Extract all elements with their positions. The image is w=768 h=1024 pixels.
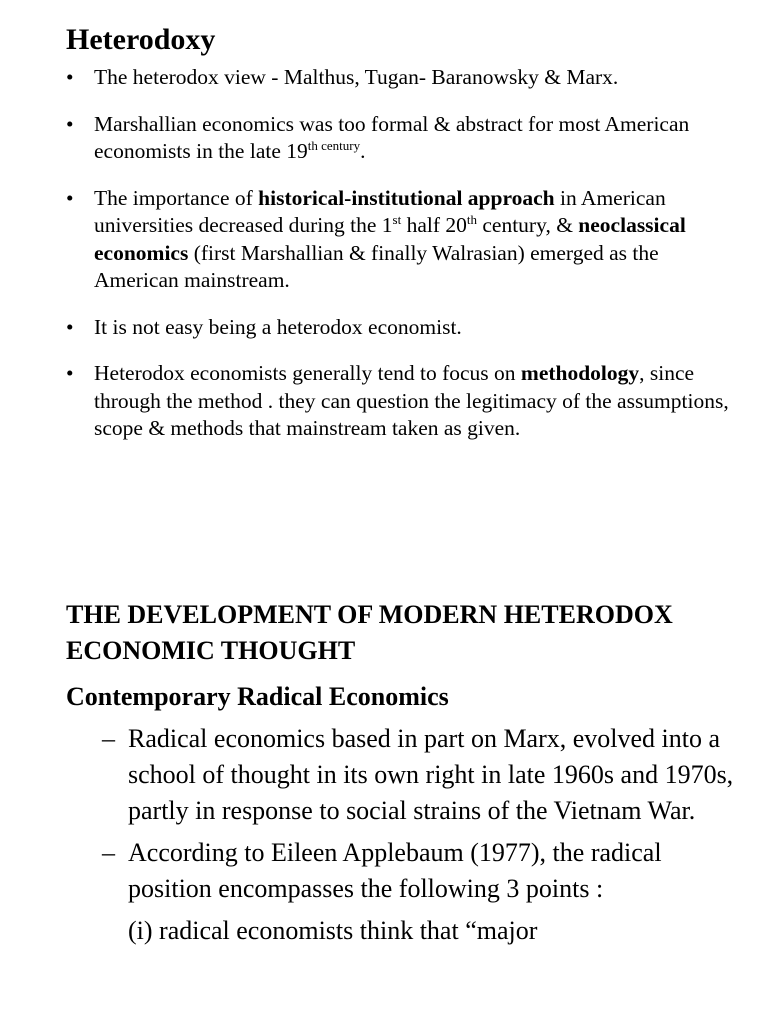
bullet-marshallian (66, 111, 746, 166)
slide-title: THE DEVELOPMENT OF MODERN HETERODOX ECONOMIC THOUGHT (66, 600, 673, 665)
bullet-historical-institutional (66, 185, 746, 295)
slide-subtitle: Contemporary Radical Economics (66, 682, 449, 711)
bullet-text: The heterodox view - Malthus, Tugan- Baranowsky & Marx. (94, 65, 619, 89)
dash-marker: – (102, 724, 115, 753)
slide-title: Heterodoxy (66, 23, 216, 56)
slide-heterodoxy (66, 22, 746, 462)
bullet-not-easy (66, 314, 746, 342)
bullet-text: Heterodox economists generally tend to focus on (94, 361, 521, 385)
bullet-marker: • (66, 185, 74, 210)
dash-marker: – (102, 838, 115, 867)
bullet-text-end: . (360, 139, 366, 163)
bullet-text: (first Marshallian & finally Walrasian) emerged as the American mainstream. (94, 240, 659, 292)
bullet-methodology (66, 360, 746, 443)
slide-modern-heterodox (66, 597, 746, 949)
bullet-text: half 20 (401, 213, 467, 237)
bold-term-historical: historical-institutional approach (258, 185, 555, 210)
superscript: st (392, 212, 402, 227)
bullet-marker: • (66, 314, 74, 339)
dash-item-applebaum (66, 835, 746, 907)
bullet-text: It is not easy being a heterodox economist. (94, 314, 462, 339)
bullet-list (66, 64, 746, 443)
bullet-marker: • (66, 361, 74, 385)
bullet-marker: • (66, 65, 74, 89)
bullet-heterodox-view (66, 64, 746, 92)
superscript: th century (307, 138, 361, 153)
bullet-text: , since through the method . they can question the legitimacy of the assumptions, scope & methods that mainstream taken as given. (94, 361, 729, 440)
dash-list (66, 721, 746, 907)
bullet-marker: • (66, 111, 74, 136)
superscript: th (466, 212, 477, 227)
bold-term-methodology: methodology (520, 361, 640, 385)
bold-term-neoclassical: neoclassical economics (94, 213, 686, 265)
sub-point-i: (i) radical economists think that “major (128, 916, 538, 945)
dash-item-radical-economics (66, 721, 746, 829)
bullet-text: in American universities decreased during the 1 (94, 185, 666, 237)
bullet-text: Marshallian economics was too formal & abstract for most American economists in the late 19 (94, 111, 690, 163)
dash-item-text: According to Eileen Applebaum (1977), the radical position encompasses the following 3 points : (128, 838, 662, 903)
bullet-text: century, & (477, 213, 579, 237)
bullet-text: The importance of (94, 185, 259, 210)
dash-item-text: Radical economics based in part on Marx, evolved into a school of thought in its own right in late 1960s and 1970s, partly in response to social strains of the Vietnam War. (128, 724, 734, 825)
